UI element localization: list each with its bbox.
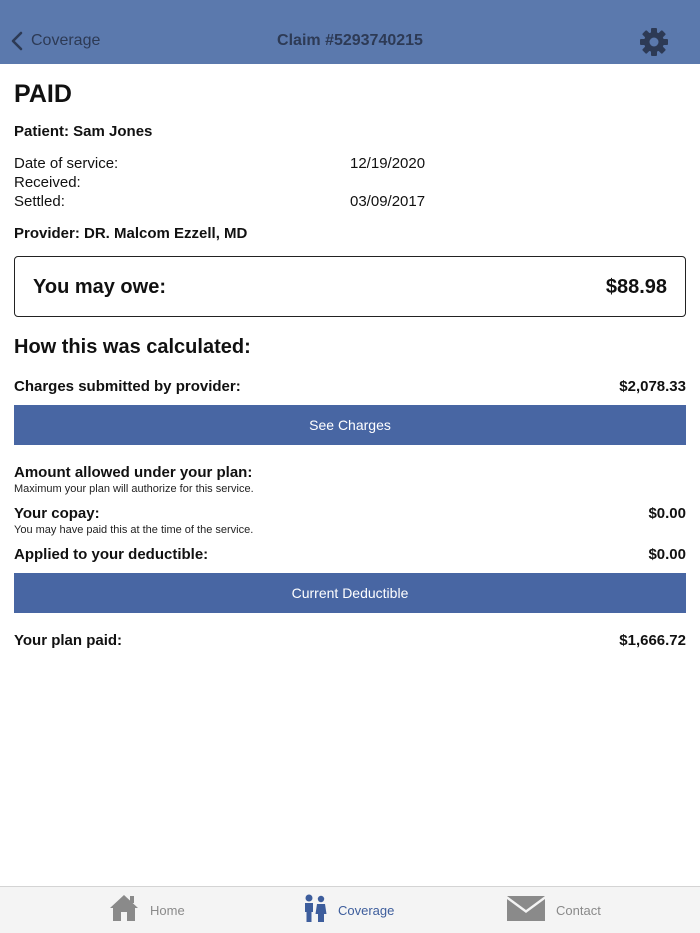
family-icon (302, 893, 328, 928)
gear-icon[interactable] (638, 26, 670, 58)
tab-home[interactable] (108, 887, 185, 933)
provider-name: Provider: DR. Malcom Ezzell, MD (14, 225, 248, 242)
plan-paid-label: Your plan paid: (14, 632, 123, 649)
date-of-service-value: 12/19/2020 (350, 155, 426, 172)
charges-label: Charges submitted by provider: (14, 378, 241, 395)
charges-value: $2,078.33 (619, 378, 686, 395)
copay-label: Your copay: (14, 505, 100, 522)
current-deductible-button[interactable]: Current Deductible (14, 573, 686, 613)
page-title: Claim #5293740215 (277, 32, 423, 49)
back-button-label: Coverage (31, 32, 101, 49)
tab-home-label: Home (150, 903, 185, 918)
amount-owed-label: You may owe: (33, 276, 166, 298)
claim-status: PAID (14, 80, 72, 108)
see-charges-button[interactable]: See Charges (14, 405, 686, 445)
tab-contact[interactable] (506, 887, 601, 933)
allowed-amount-label: Amount allowed under your plan: (14, 464, 253, 481)
envelope-icon (506, 894, 546, 927)
tab-contact-label: Contact (556, 903, 601, 918)
allowed-amount-description: Maximum your plan will authorize for this service. (14, 483, 254, 495)
tab-coverage[interactable] (302, 887, 394, 933)
received-label: Received: (14, 174, 81, 191)
navigation-bar (0, 0, 700, 64)
copay-description: You may have paid this at the time of the service. (14, 524, 254, 536)
plan-paid-value: $1,666.72 (619, 632, 686, 649)
settled-value: 03/09/2017 (350, 193, 426, 210)
deductible-label: Applied to your deductible: (14, 546, 209, 563)
tab-coverage-label: Coverage (338, 903, 395, 918)
amount-owed-value: $88.98 (605, 276, 667, 298)
calculation-heading: How this was calculated: (14, 336, 251, 358)
patient-name: Patient: Sam Jones (14, 123, 153, 140)
deductible-value: $0.00 (648, 546, 686, 563)
home-icon (108, 893, 140, 928)
date-of-service-label: Date of service: (14, 155, 119, 172)
amount-owed-card (14, 256, 686, 317)
copay-value: $0.00 (648, 505, 686, 522)
tab-bar (0, 886, 700, 933)
settled-label: Settled: (14, 193, 65, 210)
